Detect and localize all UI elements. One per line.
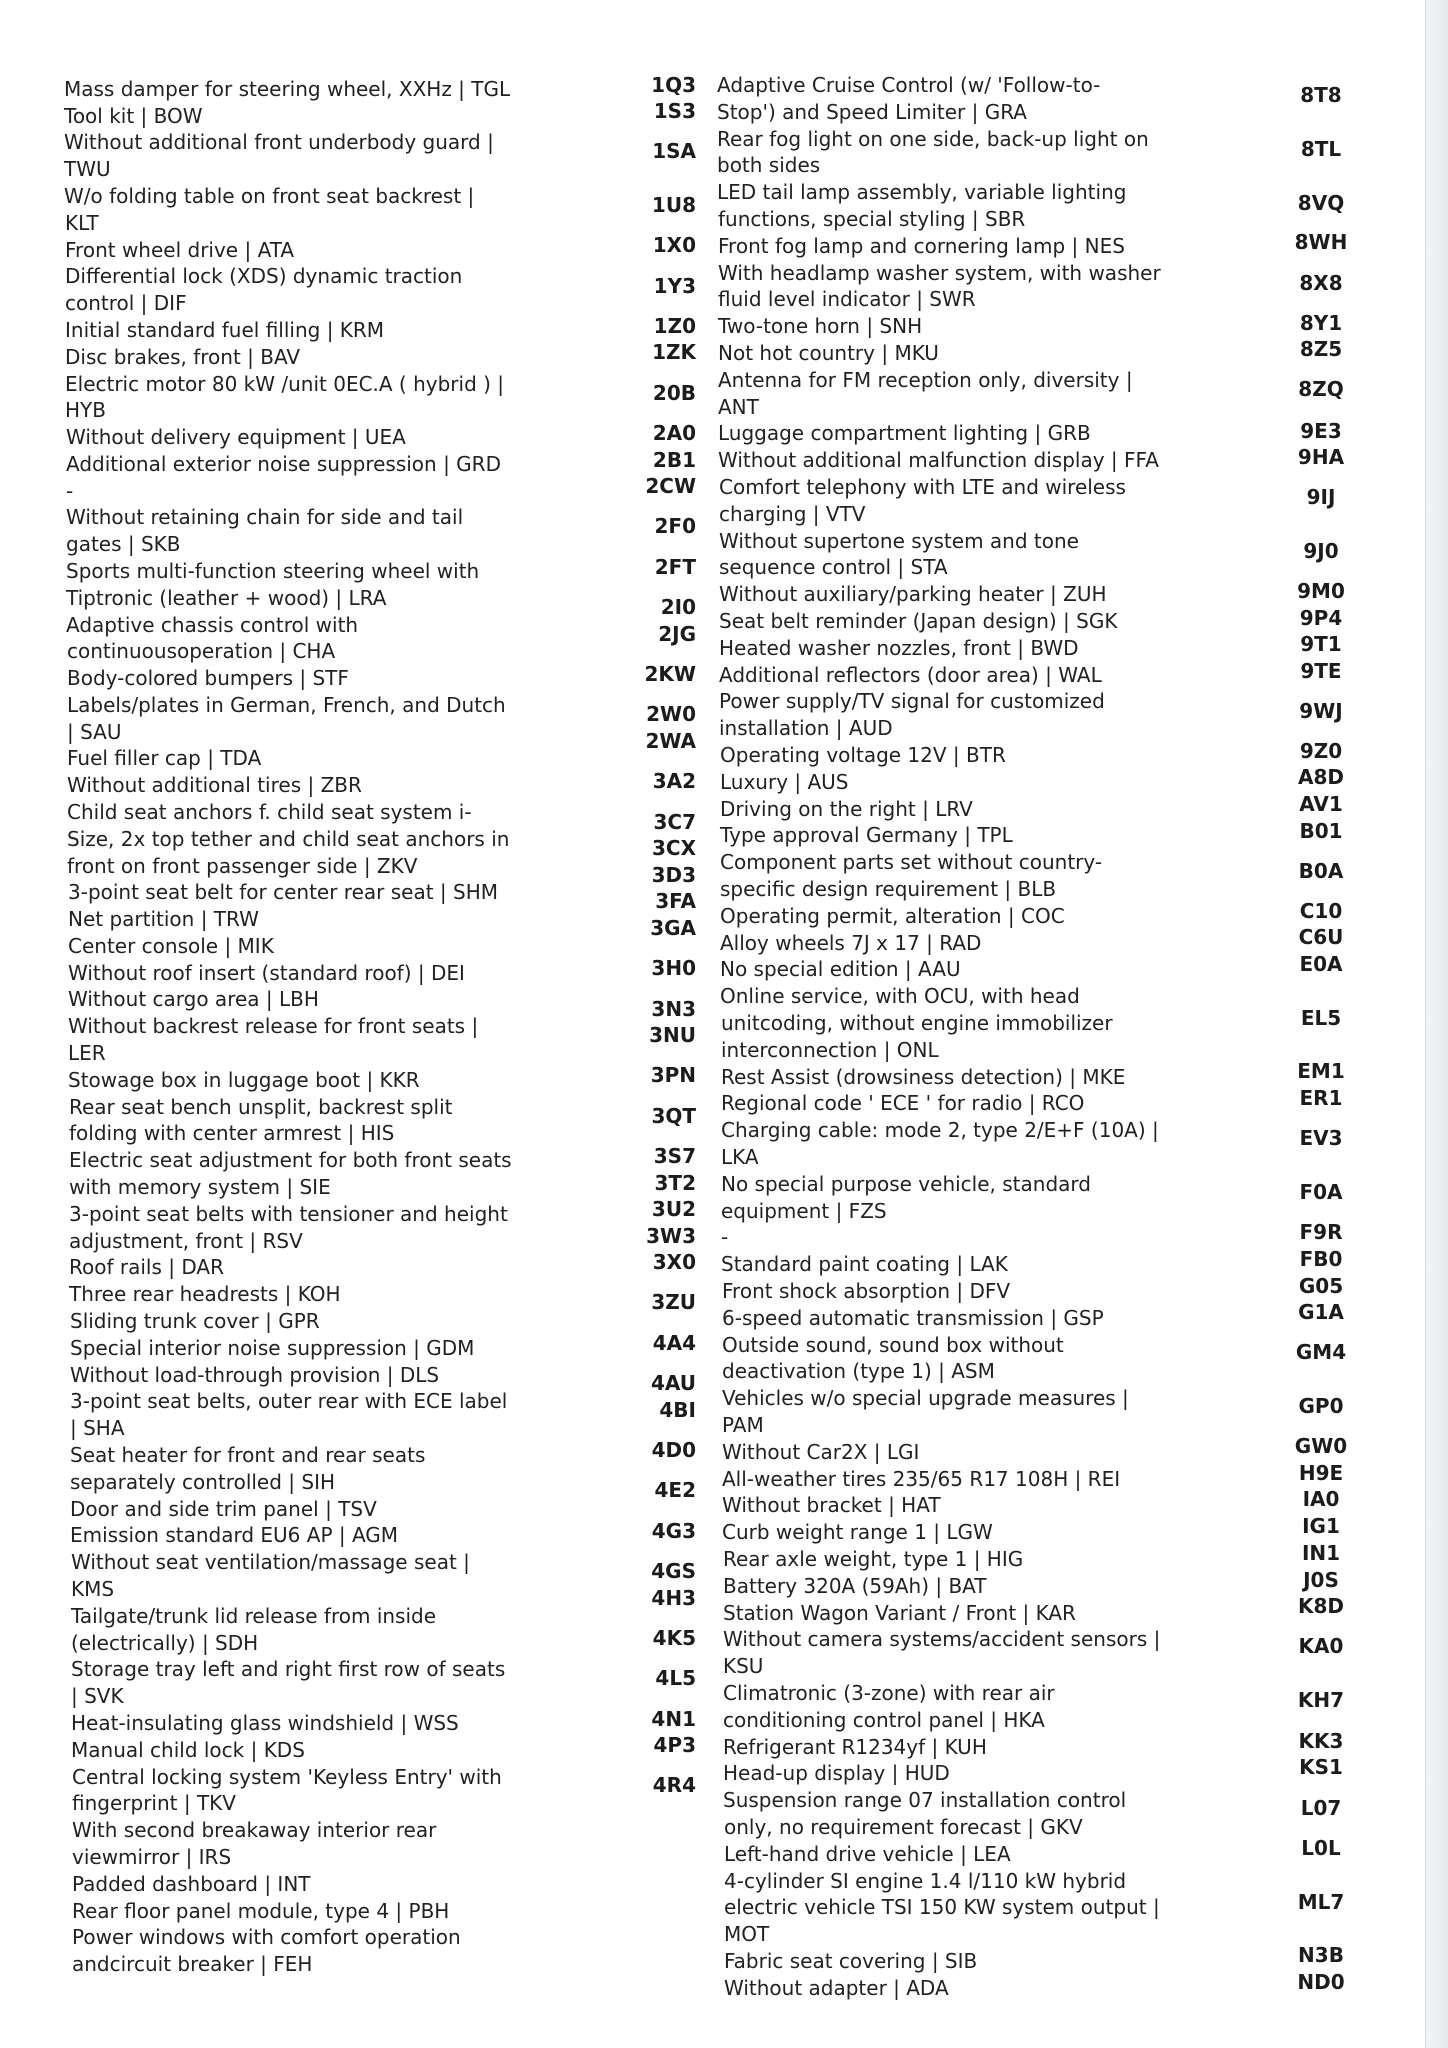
option-code: G05	[1298, 1274, 1344, 1298]
option-description-line: Without supertone system and tone	[719, 528, 1079, 553]
option-description-line: Disc brakes, front | BAV	[65, 344, 301, 369]
option-description-line: Without seat ventilation/massage seat |	[71, 1550, 470, 1575]
option-description-line: Type approval Germany | TPL	[720, 823, 1013, 848]
option-code: 3H0	[651, 956, 696, 980]
option-description-line: Sliding trunk cover | GPR	[70, 1309, 320, 1333]
option-description-line: Size, 2x top tether and child seat anchors in	[67, 826, 510, 851]
option-code: L0L	[1301, 1836, 1341, 1860]
option-code: IG1	[1302, 1514, 1340, 1538]
option-description-line: Sports multi-function steering wheel with	[66, 559, 480, 583]
option-description-line: Electric motor 80 kW /unit 0EC.A ( hybrid ) |	[65, 371, 505, 396]
option-code: 2F0	[654, 514, 696, 538]
option-description-line: Child seat anchors f. child seat system i-	[67, 800, 472, 824]
option-description-line: Manual child lock | KDS	[71, 1737, 305, 1762]
option-code: 2B1	[652, 448, 696, 472]
option-code: 9HA	[1297, 445, 1345, 469]
option-description-line: Without bracket | HAT	[722, 1493, 941, 1518]
option-description-line: viewmirror | IRS	[72, 1845, 232, 1869]
option-description-line: Rear seat bench unsplit, backrest split	[69, 1094, 453, 1119]
option-code: 9Z0	[1299, 739, 1343, 763]
option-code: 8Z5	[1299, 337, 1343, 361]
option-description-line: W/o folding table on front seat backrest |	[64, 184, 475, 208]
option-code: 1U8	[651, 193, 696, 217]
option-code: F0A	[1299, 1180, 1343, 1204]
option-description-line: Regional code ' ECE ' for radio | RCO	[721, 1091, 1085, 1116]
option-description-line: Net partition | TRW	[68, 907, 259, 931]
option-description-line: KSU	[723, 1654, 764, 1679]
option-description-line: Outside sound, sound box without	[722, 1332, 1064, 1357]
option-code: KH7	[1297, 1688, 1345, 1712]
option-description-line: 6-speed automatic transmission | GSP	[722, 1305, 1104, 1330]
option-description-line: Without delivery equipment | UEA	[66, 425, 406, 450]
option-code: 8T8	[1300, 83, 1342, 107]
option-description-line: Tiptronic (leather + wood) | LRA	[66, 585, 387, 610]
option-code: EM1	[1297, 1059, 1345, 1083]
option-code: 3X0	[652, 1250, 696, 1274]
option-code: 1SA	[652, 139, 696, 163]
option-description-line: Standard paint coating | LAK	[721, 1252, 1008, 1277]
option-code: 3ZU	[651, 1290, 696, 1314]
option-description-line: Luxury | AUS	[720, 769, 849, 794]
option-description-line: Comfort telephony with LTE and wireless	[719, 475, 1126, 499]
option-description-line: Body-colored bumpers | STF	[67, 666, 349, 691]
option-description-line: PAM	[722, 1413, 764, 1437]
option-description-line: Battery 320A (59Ah) | BAT	[723, 1573, 987, 1598]
option-code: 3N3	[651, 997, 696, 1021]
option-code: 4L5	[655, 1666, 696, 1690]
option-description-line: With headlamp washer system, with washer	[718, 260, 1161, 285]
option-code: ND0	[1297, 1970, 1345, 1994]
option-description-line: equipment | FZS	[721, 1198, 887, 1223]
option-code: 2KW	[644, 662, 696, 686]
option-code: 3U2	[651, 1197, 696, 1221]
option-description-line: deactivation (type 1) | ASM	[722, 1359, 995, 1384]
option-code: C6U	[1298, 925, 1344, 949]
option-description-line: Without cargo area | LBH	[68, 987, 319, 1012]
option-code: 3W3	[646, 1224, 696, 1248]
option-code: 3T2	[654, 1171, 696, 1195]
option-description-line: Roof rails | DAR	[69, 1255, 224, 1280]
option-description-line: Special interior noise suppression | GDM	[70, 1335, 475, 1360]
option-description-line: Tool kit | BOW	[64, 103, 203, 128]
option-description-line: Two-tone horn | SNH	[718, 314, 923, 339]
option-description-line: Online service, with OCU, with head	[720, 984, 1080, 1009]
option-code: 4GS	[651, 1559, 696, 1583]
option-description-line: 3-point seat belt for center rear seat | SHM	[68, 880, 498, 905]
option-code: 2FT	[654, 555, 696, 579]
option-code: 1Q3	[651, 73, 696, 97]
option-description-line: ANT	[718, 394, 759, 419]
option-description-line: Adaptive Cruise Control (w/ 'Follow-to-	[717, 73, 1101, 97]
option-code: B0A	[1298, 859, 1344, 883]
option-code: A8D	[1298, 765, 1344, 789]
option-description-line: 4-cylinder SI engine 1.4 l/110 kW hybrid	[724, 1868, 1127, 1893]
option-description-line: Heat-insulating glass windshield | WSS	[71, 1711, 459, 1735]
option-description-line: Component parts set without country-	[720, 850, 1103, 875]
option-description-line: Differential lock (XDS) dynamic traction	[65, 264, 463, 289]
option-description-line: 3-point seat belts, outer rear with ECE label	[70, 1389, 508, 1414]
option-description-line: Rest Assist (drowsiness detection) | MKE	[721, 1064, 1126, 1089]
option-description-line: charging | VTV	[719, 501, 866, 526]
option-description-line: Heated washer nozzles, front | BWD	[719, 635, 1079, 660]
option-description-line: Electric seat adjustment for both front seats	[69, 1148, 512, 1173]
option-description-line: Driving on the right | LRV	[720, 796, 973, 821]
option-code: 8VQ	[1297, 191, 1345, 215]
option-description-line: 3-point seat belts with tensioner and height	[69, 1201, 508, 1226]
option-code: B01	[1299, 819, 1343, 843]
option-code: FB0	[1299, 1247, 1343, 1271]
option-description-line: Refrigerant R1234yf | KUH	[723, 1734, 987, 1759]
option-description-line: Front shock absorption | DFV	[722, 1279, 1011, 1303]
option-description-line: continuousoperation | CHA	[67, 639, 336, 664]
option-description-line: andcircuit breaker | FEH	[72, 1952, 313, 1977]
option-code: 4BI	[659, 1398, 696, 1422]
option-code: E0A	[1299, 952, 1343, 976]
option-description-line: All-weather tires 235/65 R17 108H | REI	[722, 1466, 1121, 1491]
option-code: 4N1	[651, 1707, 696, 1731]
option-description-line: HYB	[65, 398, 106, 423]
option-code: N3B	[1298, 1943, 1344, 1967]
option-code: 3CX	[651, 836, 696, 860]
option-description-line: sequence control | STA	[719, 555, 948, 580]
option-description-line: only, no requirement forecast | GKV	[724, 1815, 1083, 1839]
option-code: 2WA	[645, 729, 696, 753]
option-code: IN1	[1301, 1541, 1341, 1565]
option-description-line: Not hot country | MKU	[718, 341, 939, 365]
option-code: ML7	[1297, 1890, 1345, 1914]
option-code: EL5	[1300, 1006, 1342, 1030]
option-description-line: Storage tray left and right first row of seats	[71, 1657, 506, 1682]
option-code: 3S7	[653, 1144, 696, 1168]
option-description-line: Adaptive chassis control with	[66, 612, 359, 637]
option-code: AV1	[1299, 792, 1343, 816]
option-code: GW0	[1294, 1434, 1348, 1458]
option-description-line: Without additional malfunction display | FFA	[718, 448, 1159, 473]
option-description-line: Head-up display | HUD	[723, 1761, 950, 1786]
option-code: G1A	[1298, 1300, 1344, 1324]
option-description-line: Door and side trim panel | TSV	[70, 1496, 377, 1521]
option-description-line: -	[721, 1225, 729, 1250]
option-description-line: Emission standard EU6 AP | AGM	[70, 1523, 399, 1548]
option-code: 4E2	[654, 1478, 696, 1502]
option-description-line: | SHA	[70, 1416, 125, 1441]
option-description-line: Padded dashboard | INT	[72, 1871, 311, 1896]
option-description-line: Power windows with comfort operation	[72, 1925, 461, 1950]
option-code: 1Y3	[653, 274, 696, 298]
option-code: 4D0	[651, 1438, 696, 1462]
option-code: 2A0	[652, 421, 696, 445]
option-code: 3C7	[653, 810, 696, 834]
option-description-line: Additional exterior noise suppression | GRD	[66, 451, 501, 476]
option-code: KA0	[1298, 1634, 1344, 1658]
option-code: 3GA	[650, 916, 696, 940]
option-code: J0S	[1303, 1568, 1339, 1592]
option-description-line: Without camera systems/accident sensors |	[723, 1627, 1161, 1652]
option-description-line: specific design requirement | BLB	[720, 877, 1057, 901]
option-description-line: Seat heater for front and rear seats	[70, 1443, 426, 1467]
option-description-line: Fabric seat covering | SIB	[724, 1949, 978, 1973]
option-description-line: fluid level indicator | SWR	[718, 287, 976, 312]
option-description-line: Front fog lamp and cornering lamp | NES	[718, 233, 1125, 258]
option-description-line: Power supply/TV signal for customized	[719, 689, 1105, 714]
option-description-line: Without backrest release for front seats |	[68, 1014, 479, 1039]
option-description-line: Without auxiliary/parking heater | ZUH	[719, 582, 1107, 607]
option-code: IA0	[1302, 1487, 1340, 1511]
option-description-line: Initial standard fuel filling | KRM	[65, 318, 385, 342]
option-code: 2I0	[660, 595, 696, 619]
option-description-line: Curb weight range 1 | LGW	[722, 1520, 993, 1545]
option-code: 8ZQ	[1298, 377, 1344, 401]
option-description-line: Center console | MIK	[68, 933, 274, 958]
option-description-line: No special purpose vehicle, standard	[721, 1171, 1091, 1196]
option-description-line: Without additional front underbody guard |	[64, 130, 494, 155]
option-code: 9T1	[1300, 632, 1342, 656]
option-description-line: control | DIF	[65, 291, 187, 316]
option-description-line: Without adapter | ADA	[724, 1975, 949, 2000]
option-description-line: KMS	[71, 1577, 115, 1601]
option-description-line: electric vehicle TSI 150 KW system output |	[724, 1895, 1160, 1920]
option-description-line: Without Car2X | LGI	[722, 1439, 920, 1464]
option-code: 2CW	[645, 474, 696, 498]
option-description-line: interconnection | ONL	[721, 1037, 939, 1062]
option-code: 4AU	[650, 1371, 696, 1395]
option-description-line: conditioning control panel | HKA	[723, 1707, 1045, 1732]
option-description-line: | SVK	[71, 1684, 124, 1709]
option-code: 2W0	[646, 702, 696, 726]
option-description-line: LKA	[721, 1145, 759, 1169]
option-description-line: | SAU	[67, 719, 122, 744]
option-code: 1ZK	[652, 340, 696, 364]
option-code: 3NU	[649, 1023, 696, 1047]
option-code: 9M0	[1297, 579, 1345, 603]
option-description-line: Suspension range 07 installation control	[723, 1788, 1127, 1813]
option-description-line: LER	[68, 1041, 106, 1065]
option-description-line: Front wheel drive | ATA	[65, 237, 295, 262]
option-code: 9E3	[1300, 419, 1342, 443]
option-code: 1X0	[652, 233, 696, 257]
option-description-line: -	[66, 478, 74, 503]
option-description-line: Fuel filler cap | TDA	[67, 746, 262, 771]
option-code: EV3	[1299, 1126, 1343, 1150]
option-description-line: Rear floor panel module, type 4 | PBH	[72, 1898, 450, 1923]
option-description-line: Additional reflectors (door area) | WAL	[719, 662, 1102, 687]
option-description-line: folding with center armrest | HIS	[69, 1121, 395, 1146]
option-description-line: Labels/plates in German, French, and Dutch	[67, 692, 506, 717]
option-description-line: installation | AUD	[719, 716, 893, 741]
option-description-line: Antenna for FM reception only, diversity |	[718, 367, 1133, 392]
option-code: 9WJ	[1299, 699, 1343, 723]
option-code: 4K5	[652, 1626, 696, 1650]
option-code: L07	[1300, 1796, 1342, 1820]
option-description-line: Climatronic (3-zone) with rear air	[723, 1681, 1055, 1705]
option-code: K8D	[1297, 1594, 1344, 1618]
option-description-line: Left-hand drive vehicle | LEA	[724, 1841, 1011, 1866]
option-code: 20B	[652, 381, 696, 405]
option-code: 4A4	[652, 1331, 696, 1355]
option-description-line: Stop') and Speed Limiter | GRA	[717, 99, 1027, 124]
option-description-line: Three rear headrests | KOH	[69, 1282, 341, 1307]
option-code: 8WH	[1294, 230, 1348, 254]
option-description-line: Luggage compartment lighting | GRB	[718, 421, 1091, 446]
option-description-line: fingerprint | TKV	[72, 1791, 236, 1816]
option-description-line: separately controlled | SIH	[70, 1469, 336, 1494]
option-code: 3A2	[652, 769, 696, 793]
option-description-line: Rear axle weight, type 1 | HIG	[723, 1547, 1024, 1571]
option-description-line: functions, special styling | SBR	[718, 207, 1026, 231]
option-description-line: Stowage box in luggage boot | KKR	[68, 1067, 420, 1092]
option-description-line: unitcoding, without engine immobilizer	[721, 1011, 1113, 1035]
option-code: 3PN	[650, 1063, 696, 1087]
option-description-line: gates | SKB	[66, 532, 181, 557]
option-code: 4R4	[652, 1773, 696, 1797]
option-description-line: Station Wagon Variant / Front | KAR	[723, 1600, 1076, 1625]
option-code: 9J0	[1303, 539, 1339, 563]
option-code: 4G3	[651, 1519, 696, 1543]
option-code: ER1	[1299, 1086, 1343, 1110]
option-description-line: with memory system | SIE	[69, 1175, 331, 1199]
option-code: H9E	[1298, 1461, 1344, 1485]
option-code: 9IJ	[1306, 485, 1336, 509]
option-description-line: Without load-through provision | DLS	[70, 1362, 440, 1387]
option-code: 3FA	[655, 889, 696, 913]
option-description-line: No special edition | AAU	[720, 957, 961, 982]
option-description-line: MOT	[724, 1922, 770, 1947]
option-code: F9R	[1299, 1220, 1343, 1244]
option-description-line: Alloy wheels 7J x 17 | RAD	[720, 930, 982, 955]
option-description-line: Vehicles w/o special upgrade measures |	[722, 1386, 1129, 1411]
option-code: 2JG	[658, 622, 696, 646]
option-description-line: LED tail lamp assembly, variable lighting	[717, 180, 1127, 205]
option-description-line: Mass damper for steering wheel, XXHz | TGL	[64, 76, 511, 101]
option-description-line: Operating permit, alteration | COC	[720, 903, 1065, 928]
option-description-line: Tailgate/trunk lid release from inside	[71, 1603, 437, 1628]
option-code: GM4	[1295, 1340, 1347, 1364]
option-description-line: Central locking system 'Keyless Entry' with	[72, 1764, 502, 1789]
option-description-line: (electrically) | SDH	[71, 1630, 259, 1655]
option-description-line: Operating voltage 12V | BTR	[720, 743, 1006, 767]
option-code: 3QT	[651, 1104, 696, 1128]
option-description-line: Without retaining chain for side and tail	[66, 505, 464, 530]
option-code: 1Z0	[653, 314, 696, 338]
option-description-line: TWU	[64, 157, 111, 182]
option-description-line: Rear fog light on one side, back-up light on	[717, 126, 1149, 151]
option-code: 1S3	[653, 99, 696, 123]
option-code: 4P3	[653, 1733, 696, 1757]
option-code: KS1	[1299, 1755, 1343, 1779]
option-code: 8X8	[1299, 271, 1343, 295]
option-code: KK3	[1298, 1729, 1344, 1753]
option-description-line: KLT	[65, 210, 99, 235]
option-code: C10	[1299, 899, 1343, 923]
option-code: 3D3	[651, 863, 696, 887]
option-description-line: Seat belt reminder (Japan design) | SGK	[719, 609, 1118, 633]
option-description-line: Without roof insert (standard roof) | DEI	[68, 960, 465, 985]
option-description-line: Charging cable: mode 2, type 2/E+F (10A) |	[721, 1118, 1159, 1143]
option-code: 4H3	[651, 1586, 696, 1610]
option-description-line: adjustment, front | RSV	[69, 1228, 303, 1253]
option-description-line: front on front passenger side | ZKV	[67, 853, 418, 878]
option-description-line: With second breakaway interior rear	[72, 1818, 437, 1843]
option-code: 8TL	[1300, 137, 1342, 161]
option-code: GP0	[1298, 1394, 1344, 1418]
option-code: 9P4	[1299, 606, 1343, 630]
option-code: 8Y1	[1299, 311, 1343, 335]
option-code: 9TE	[1300, 659, 1342, 683]
option-description-line: both sides	[717, 153, 821, 178]
option-description-line: Without additional tires | ZBR	[67, 773, 362, 798]
